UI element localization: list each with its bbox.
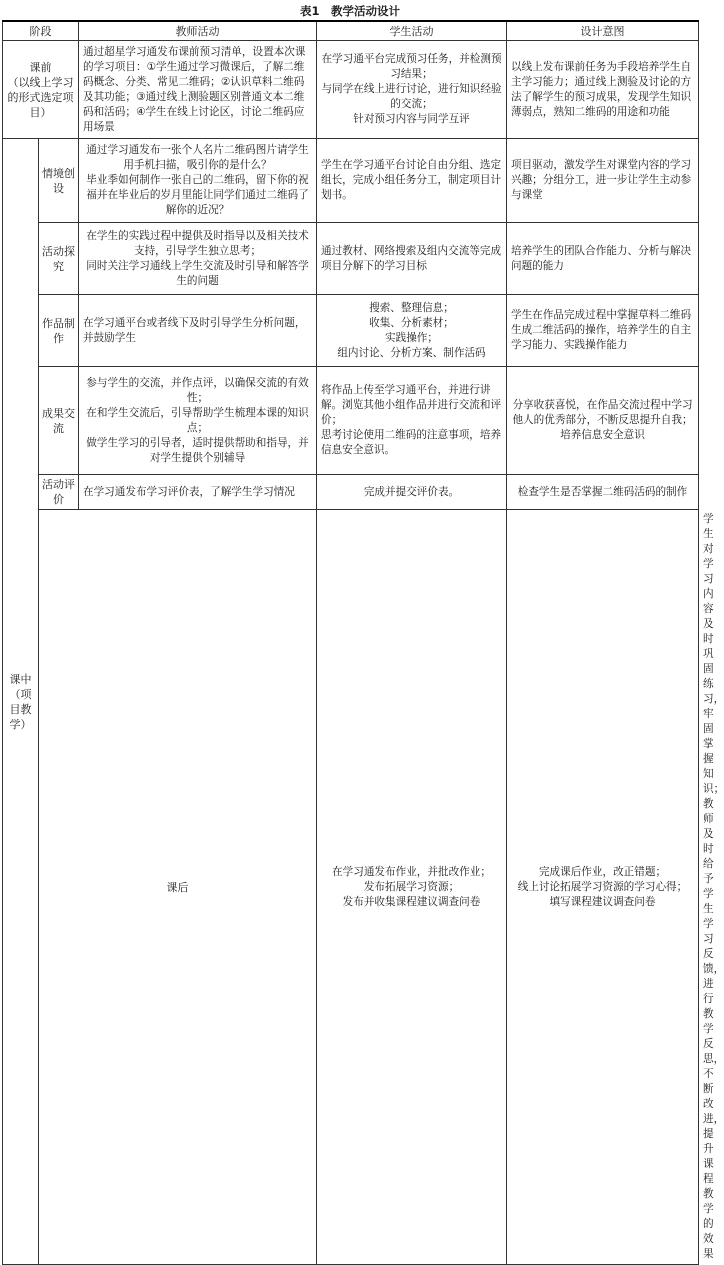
cell-pre-student [317, 41, 507, 139]
cell-post-student [507, 510, 699, 1265]
cell-text-line: 通过学习通发布一张个人名片二维码图片请学生用手机扫描，吸引你的是什么？ [86, 144, 309, 171]
cell-text-line: 学生在作品完成过程中掌握草料二维码生成二维活码的操作，培养学生的自主学习能力、实践操作能力 [511, 309, 692, 351]
cell-intro-intent [507, 139, 699, 223]
cell-text-line: 与同学在线上进行讨论，进行知识经验的交流； [321, 83, 502, 110]
stage-in-class: 课中（项目教学） [3, 139, 39, 1265]
table-row-eval [3, 475, 699, 510]
substage-intro: 情境创设 [39, 139, 79, 223]
cell-text-line: 通过教材、网络搜索及组内交流等完成项目分解下的学习目标 [321, 244, 502, 272]
table-row-pre-class [3, 41, 699, 139]
cell-make-student [317, 295, 507, 367]
cell-text-line: 项目驱动，激发学生对课堂内容的学习兴趣；分组分工，进一步让学生主动参与课堂 [511, 159, 692, 201]
table-row-explore [3, 223, 699, 295]
cell-text-line: 在和学生交流后，引导帮助学生梳理本课的知识点； [86, 406, 309, 434]
cell-text-line: 毕业季如何制作一张自己的二维码，留下你的祝福并在毕业后的岁月里能让同学们通过二维码了解你的近况？ [86, 174, 309, 216]
substage-explore: 活动探究 [39, 223, 79, 295]
cell-pre-intent [507, 41, 699, 139]
cell-text-line: 参与学生的交流，并作点评，以确保交流的有效性； [86, 376, 309, 404]
table-header-row [3, 21, 699, 41]
cell-text-line: 完成课后作业，改正错题； [538, 865, 667, 878]
cell-eval-intent [507, 475, 699, 510]
cell-share-intent [507, 367, 699, 475]
stage-pre-class [3, 41, 79, 139]
cell-text-line: 发布拓展学习资源； [363, 880, 460, 893]
cell-make-intent [507, 295, 699, 367]
cell-text-line: 在学生的实践过程中提供及时指导以及相关技术支持，引导学生独立思考； [86, 229, 309, 257]
header-intent: 设计意图 [507, 21, 699, 41]
cell-text-line: 针对预习内容与同学互评 [353, 113, 470, 125]
cell-text-line: 在学习通平台完成预习任务，并检测预习结果； [321, 53, 502, 80]
cell-explore-teacher [79, 223, 317, 295]
cell-share-student [317, 367, 507, 475]
header-student: 学生活动 [317, 21, 507, 41]
cell-text-line: 课前 [29, 60, 52, 74]
cell-text-line: 学生在学习通平台讨论自由分组、选定组长，完成小组任务分工，制定项目计划书。 [321, 159, 502, 201]
stage-post-class: 课后 [39, 510, 317, 1265]
cell-text-line: 以线上发布课前任务为手段培养学生自主学习能力；通过线上测验及讨论的方法了解学生的预习成果，发现学生知识薄弱点，熟知二维码的用途和功能 [511, 60, 692, 118]
cell-text-line: （以线上学习的形式选定项目） [7, 75, 74, 119]
cell-text-line: 通过超星学习通发布课前预习清单，设置本次课的学习项目：①学生通过学习微课后，了解二维码概念、分类、常见二维码；②认识草料二维码及其功能；③通过线上测验题区别普通文本二维码和活码；④学生在线上讨论区，讨论二维码应用场景 [83, 45, 306, 133]
cell-text-line: 实践操作； [385, 331, 438, 344]
cell-text-line: 线上讨论拓展学习资源的学习心得； [517, 880, 688, 893]
substage-share: 成果交流 [39, 367, 79, 475]
cell-text-line: 搜索、整理信息； [369, 301, 454, 314]
cell-text-line: 组内讨论、分析方案、制作活码 [337, 346, 486, 359]
cell-text-line: 发布并收集课程建议调查问卷 [342, 895, 481, 908]
teaching-activity-table [2, 20, 724, 1265]
cell-text-line: 同时关注学习通线上学生交流及时引导和解答学生的问题 [86, 259, 309, 287]
substage-make: 作品制作 [39, 295, 79, 367]
cell-text-line: 收集、分析素材； [369, 316, 454, 329]
cell-explore-intent [507, 223, 699, 295]
cell-intro-student [317, 139, 507, 223]
table-row-share [3, 367, 699, 475]
cell-pre-teacher [79, 41, 317, 139]
cell-explore-student [317, 223, 507, 295]
cell-intro-teacher [79, 139, 317, 223]
header-stage: 阶段 [3, 21, 79, 41]
cell-text-line: 在学习通发布学习评价表，了解学生学习情况 [83, 485, 295, 498]
cell-text-line: 分享收获喜悦，在作品交流过程中学习他人的优秀部分，不断反思提升自我； [512, 399, 693, 426]
table-row-make [3, 295, 699, 367]
cell-text-line: 完成并提交评价表。 [363, 485, 460, 498]
table-row-intro [3, 139, 699, 223]
cell-text-line: 做学生学习的引导者，适时提供帮助和指导，并对学生提供个别辅导 [86, 436, 309, 464]
cell-text-line: 思考讨论使用二维码的注意事项，培养信息安全意识。 [321, 429, 502, 456]
cell-eval-teacher [79, 475, 317, 510]
cell-eval-student [317, 475, 507, 510]
cell-text-line: 将作品上传至学习通平台，并进行讲解。浏览其他小组作品并进行交流和评价； [321, 384, 502, 426]
cell-text-line: 在学习通平台或者线下及时引导学生分析问题，并鼓励学生 [83, 316, 306, 344]
cell-make-teacher [79, 295, 317, 367]
cell-text-line: 培养学生的团队合作能力、分析与解决问题的能力 [511, 244, 692, 272]
cell-text-line: 在学习通发布作业，并批改作业； [332, 865, 491, 878]
cell-text-line: 培养信息安全意识 [560, 429, 645, 441]
cell-post-teacher [317, 510, 507, 1265]
cell-share-teacher [79, 367, 317, 475]
cell-text-line: 检查学生是否掌握二维码活码的制作 [517, 485, 688, 498]
table-row-post-class: 课后 在学习通发布作业，并批改作业； 发布拓展学习资源； 发布并收集课程建议调查问卷 完成课后作业，改正错题； 线上讨论拓展学习资源的学习心得； 填写课程建议调查问卷 学生对学习内容及时巩固练习，牢固掌握知识；教师及时给予学生学习反馈，进行教学反思，不断改进，提升课程教学的效果 [3, 510, 699, 1265]
substage-eval: 活动评价 [39, 475, 79, 510]
table-caption: 表1 教学活动设计 [299, 4, 400, 18]
cell-text-line: 填写课程建议调查问卷 [549, 895, 656, 908]
header-teacher: 教师活动 [79, 21, 317, 41]
